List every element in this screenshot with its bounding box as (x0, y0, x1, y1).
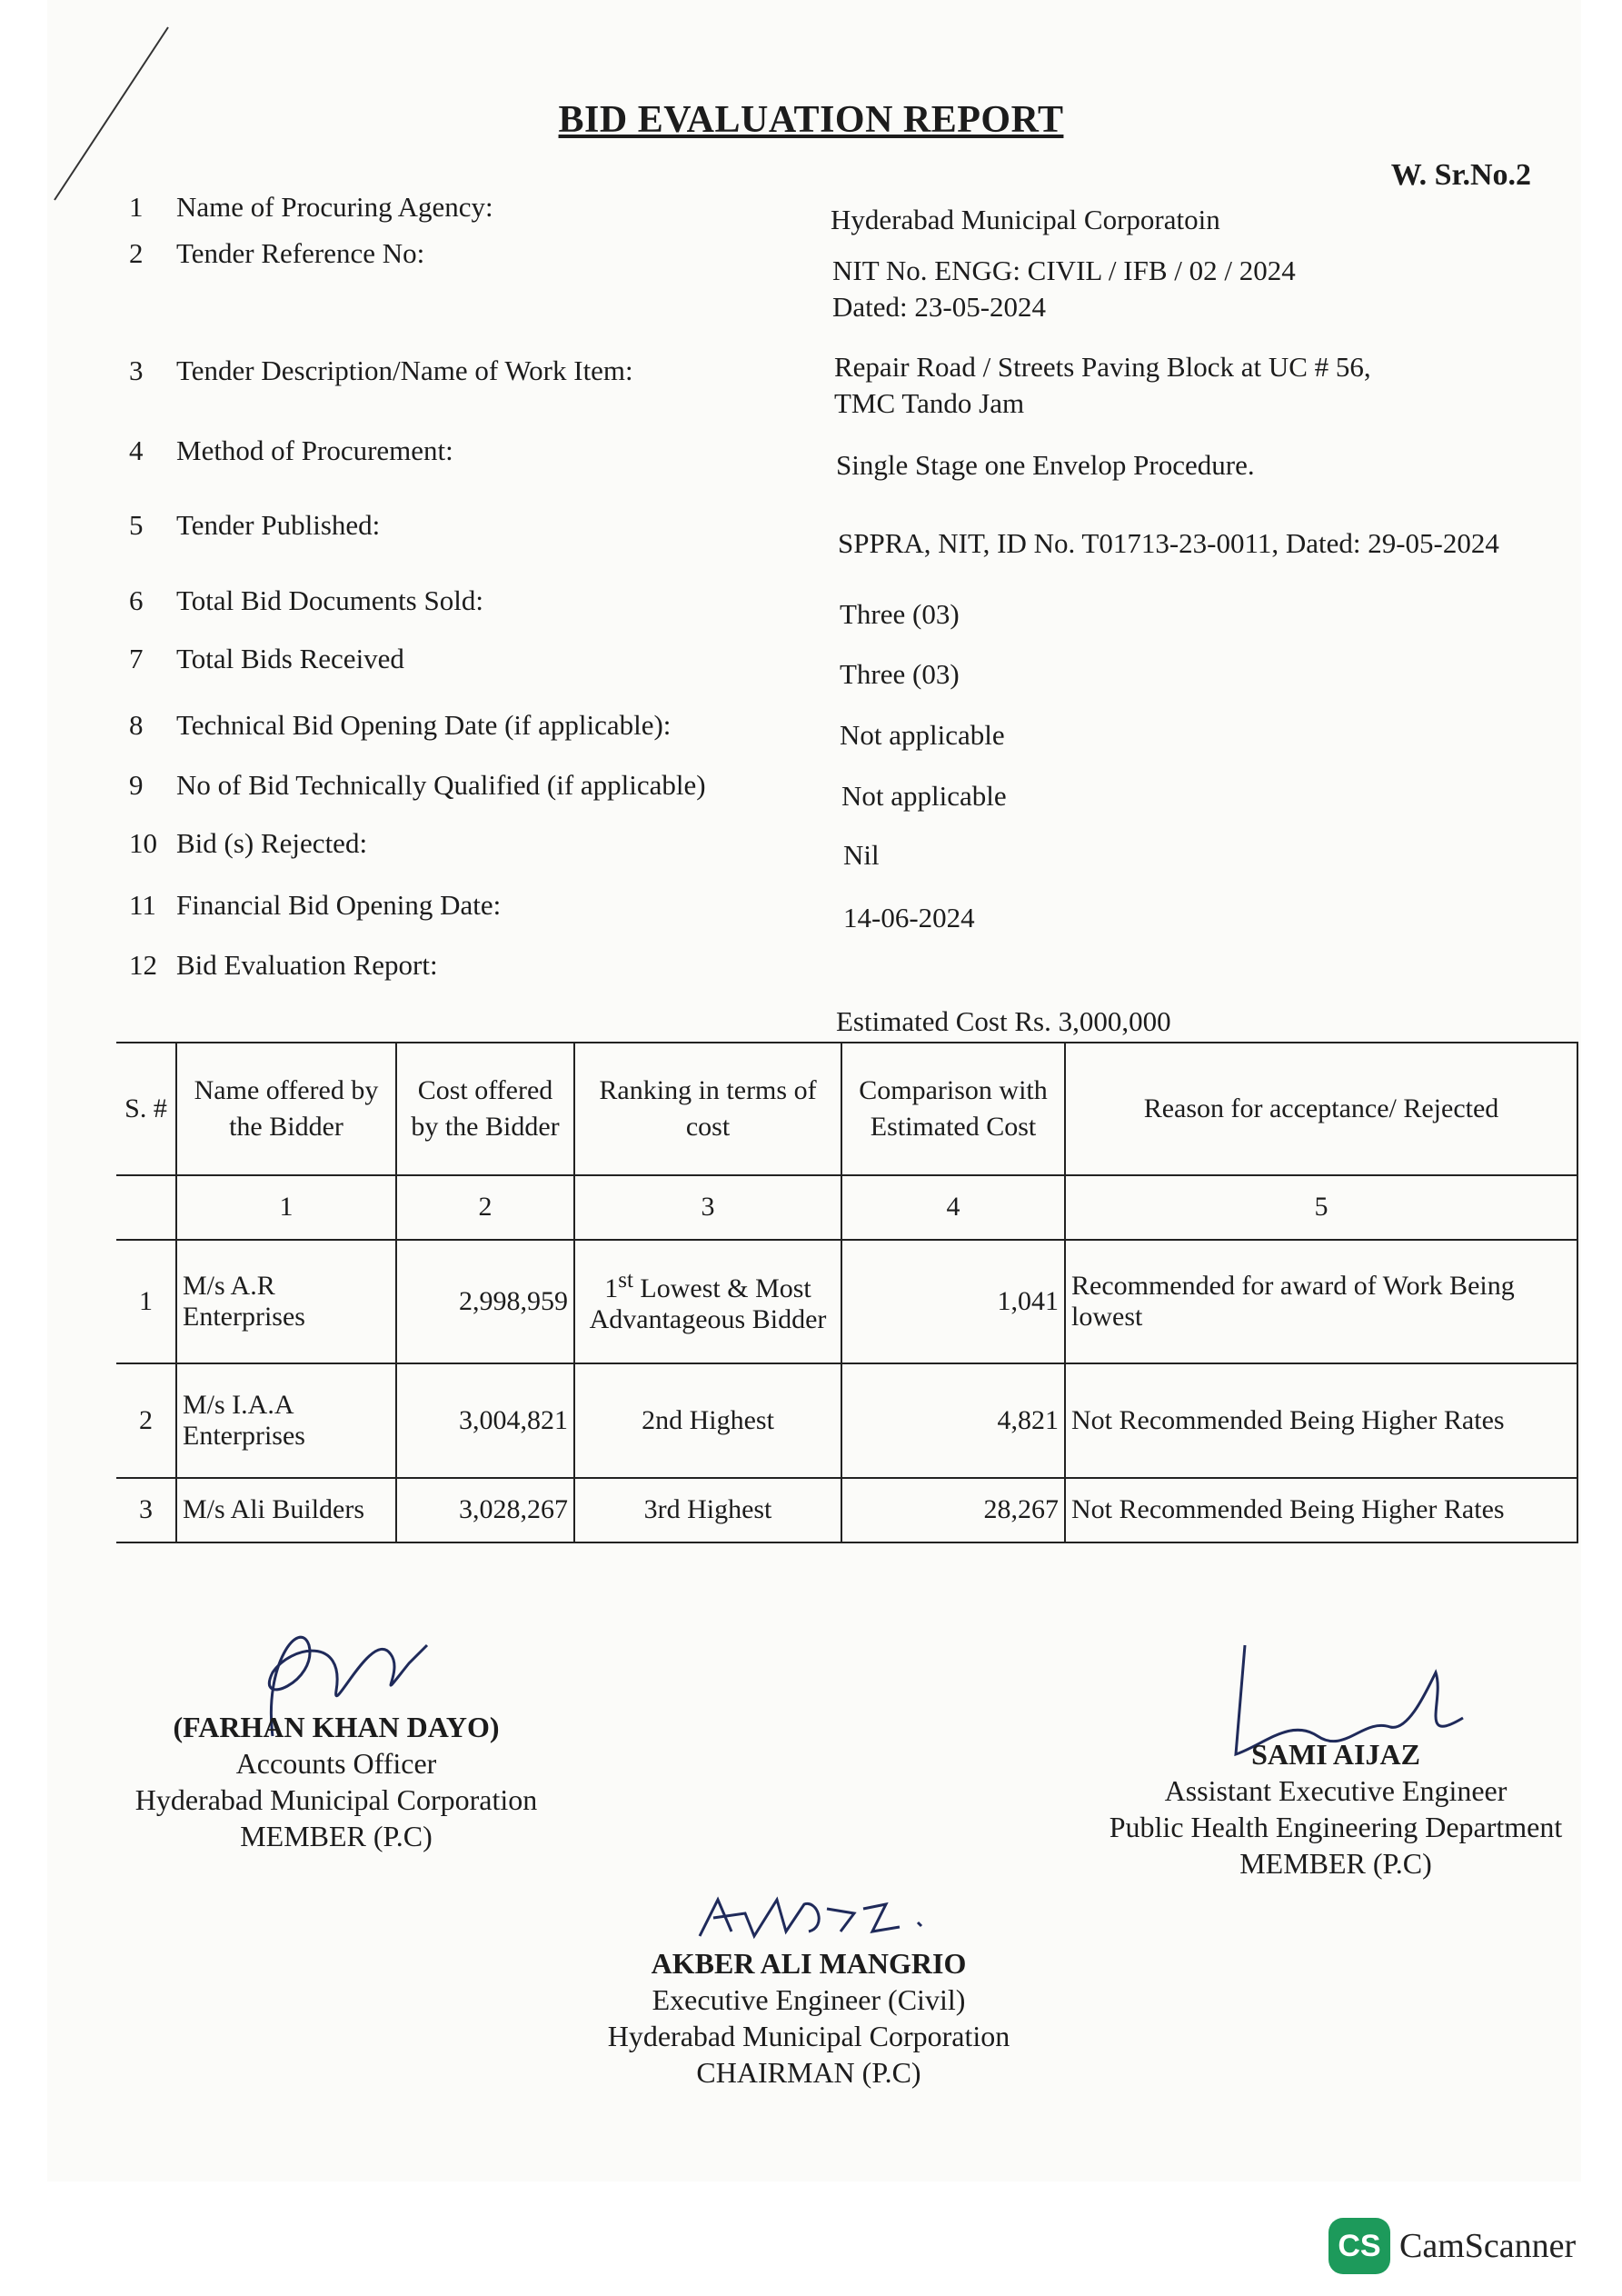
item-label: Method of Procurement: (176, 434, 453, 466)
agency-value: Hyderabad Municipal Corporatoin (831, 204, 1220, 235)
tender-ref-value: NIT No. ENGG: CIVIL / IFB / 02 / 2024 (832, 255, 1296, 286)
row-ranking: 3rd Highest (574, 1478, 841, 1542)
item-number: 10 (129, 827, 157, 859)
col-header-cost: Cost offered by the Bidder (396, 1043, 574, 1175)
row-cost: 2,998,959 (396, 1240, 574, 1363)
camscanner-logo-icon: CS (1328, 2218, 1390, 2274)
row-bidder-name: M/s Ali Builders (176, 1478, 396, 1542)
financial-opening-value: 14-06-2024 (843, 902, 975, 933)
table-header-row (116, 1043, 1577, 1175)
signatory-org: Hyderabad Municipal Corporation (134, 1783, 538, 1816)
row-bidder-name: M/s I.A.A Enterprises (176, 1363, 396, 1478)
row-reason: Not Recommended Being Higher Rates (1065, 1478, 1577, 1542)
row-cost: 3,004,821 (396, 1363, 574, 1478)
signatory-role: MEMBER (P.C) (240, 1820, 433, 1852)
row-reason: Not Recommended Being Higher Rates (1065, 1363, 1577, 1478)
item-label: Name of Procuring Agency: (176, 191, 493, 223)
item-label: Tender Published: (176, 509, 381, 541)
col-number: 1 (176, 1175, 396, 1240)
signatory-name: (FARHAN KHAN DAYO) (173, 1711, 500, 1743)
description-line2: TMC Tando Jam (834, 387, 1025, 419)
col-number: 3 (574, 1175, 841, 1240)
item-number: 12 (129, 949, 157, 981)
bids-received-value: Three (03) (840, 658, 960, 690)
row-bidder-name: M/s A.R Enterprises (176, 1240, 396, 1363)
signatory-org: Hyderabad Municipal Corporation (607, 2020, 1010, 2052)
item-label: Total Bid Documents Sold: (176, 584, 483, 616)
bid-evaluation-table (116, 1042, 1578, 1543)
row-sn: 2 (116, 1363, 176, 1478)
item-number: 8 (129, 709, 144, 741)
row-comparison: 4,821 (841, 1363, 1065, 1478)
column-number-row (116, 1175, 1577, 1240)
signatory-role: CHAIRMAN (P.C) (696, 2056, 921, 2089)
docs-sold-value: Three (03) (840, 598, 960, 630)
signatory-left (109, 1709, 563, 1854)
item-label: Financial Bid Opening Date: (176, 889, 502, 921)
item-label: Bid Evaluation Report: (176, 949, 438, 981)
item-number: 2 (129, 237, 144, 269)
rank-text: Lowest & Most Advantageous Bidder (589, 1273, 827, 1334)
item-number: 7 (129, 643, 144, 674)
col-header-reason: Reason for acceptance/ Rejected (1065, 1043, 1577, 1175)
published-value: SPPRA, NIT, ID No. T01713-23-0011, Dated: 29-05-2024 (838, 527, 1499, 559)
row-ranking: 2nd Highest (574, 1363, 841, 1478)
signatory-role: MEMBER (P.C) (1239, 1847, 1432, 1880)
item-number: 6 (129, 584, 144, 616)
col-number-blank (116, 1175, 176, 1240)
item-number: 11 (129, 889, 156, 921)
item-number: 3 (129, 354, 144, 386)
row-comparison: 1,041 (841, 1240, 1065, 1363)
page-title: BID EVALUATION REPORT (558, 99, 1064, 141)
row-cost: 3,028,267 (396, 1478, 574, 1542)
col-number: 4 (841, 1175, 1065, 1240)
row-comparison: 28,267 (841, 1478, 1065, 1542)
table-row (116, 1478, 1577, 1542)
table-row (116, 1240, 1577, 1363)
tender-dated-value: Dated: 23-05-2024 (832, 291, 1047, 323)
row-sn: 1 (116, 1240, 176, 1363)
item-number: 4 (129, 434, 144, 466)
col-header-sn: S. # (116, 1043, 176, 1175)
estimated-cost: Estimated Cost Rs. 3,000,000 (836, 1005, 1171, 1037)
item-label: No of Bid Technically Qualified (if applicable) (176, 769, 706, 801)
tech-opening-value: Not applicable (840, 719, 1005, 751)
row-sn: 3 (116, 1478, 176, 1542)
item-label: Technical Bid Opening Date (if applicable): (176, 709, 672, 741)
camscanner-watermark (1328, 2218, 1576, 2274)
item-number: 1 (129, 191, 144, 223)
serial-number: W. Sr.No.2 (1390, 158, 1531, 192)
item-label: Tender Reference No: (176, 237, 425, 269)
signatory-name: SAMI AIJAZ (1251, 1738, 1420, 1771)
method-value: Single Stage one Envelop Procedure. (836, 449, 1255, 481)
item-number: 5 (129, 509, 144, 541)
col-header-ranking: Ranking in terms of cost (574, 1043, 841, 1175)
description-line1: Repair Road / Streets Paving Block at UC # 56, (834, 351, 1371, 383)
signatory-title: Executive Engineer (Civil) (652, 1983, 966, 2016)
col-header-name: Name offered by the Bidder (176, 1043, 396, 1175)
col-header-comparison: Comparison with Estimated Cost (841, 1043, 1065, 1175)
item-label: Total Bids Received (176, 643, 404, 674)
item-label: Bid (s) Rejected: (176, 827, 368, 859)
signatory-title: Accounts Officer (235, 1747, 437, 1780)
signatory-org: Public Health Engineering Department (1109, 1811, 1563, 1843)
rank-number: 1 (604, 1273, 619, 1303)
signature-center (691, 1882, 981, 1954)
col-number: 5 (1065, 1175, 1577, 1240)
col-number: 2 (396, 1175, 574, 1240)
tech-qualified-value: Not applicable (841, 780, 1007, 812)
row-ranking (574, 1240, 841, 1363)
signatory-title: Assistant Executive Engineer (1164, 1774, 1508, 1807)
signatory-name: AKBER ALI MANGRIO (651, 1947, 967, 1980)
rank-superscript: st (618, 1267, 633, 1293)
signatory-right (1081, 1736, 1590, 1882)
row-reason: Recommended for award of Work Being lowest (1065, 1240, 1577, 1363)
table-row (116, 1363, 1577, 1478)
watermark-text: CamScanner (1399, 2227, 1577, 2265)
rejected-value: Nil (843, 839, 880, 871)
item-number: 9 (129, 769, 144, 801)
signatory-center (572, 1945, 1045, 2091)
item-label: Tender Description/Name of Work Item: (176, 354, 633, 386)
